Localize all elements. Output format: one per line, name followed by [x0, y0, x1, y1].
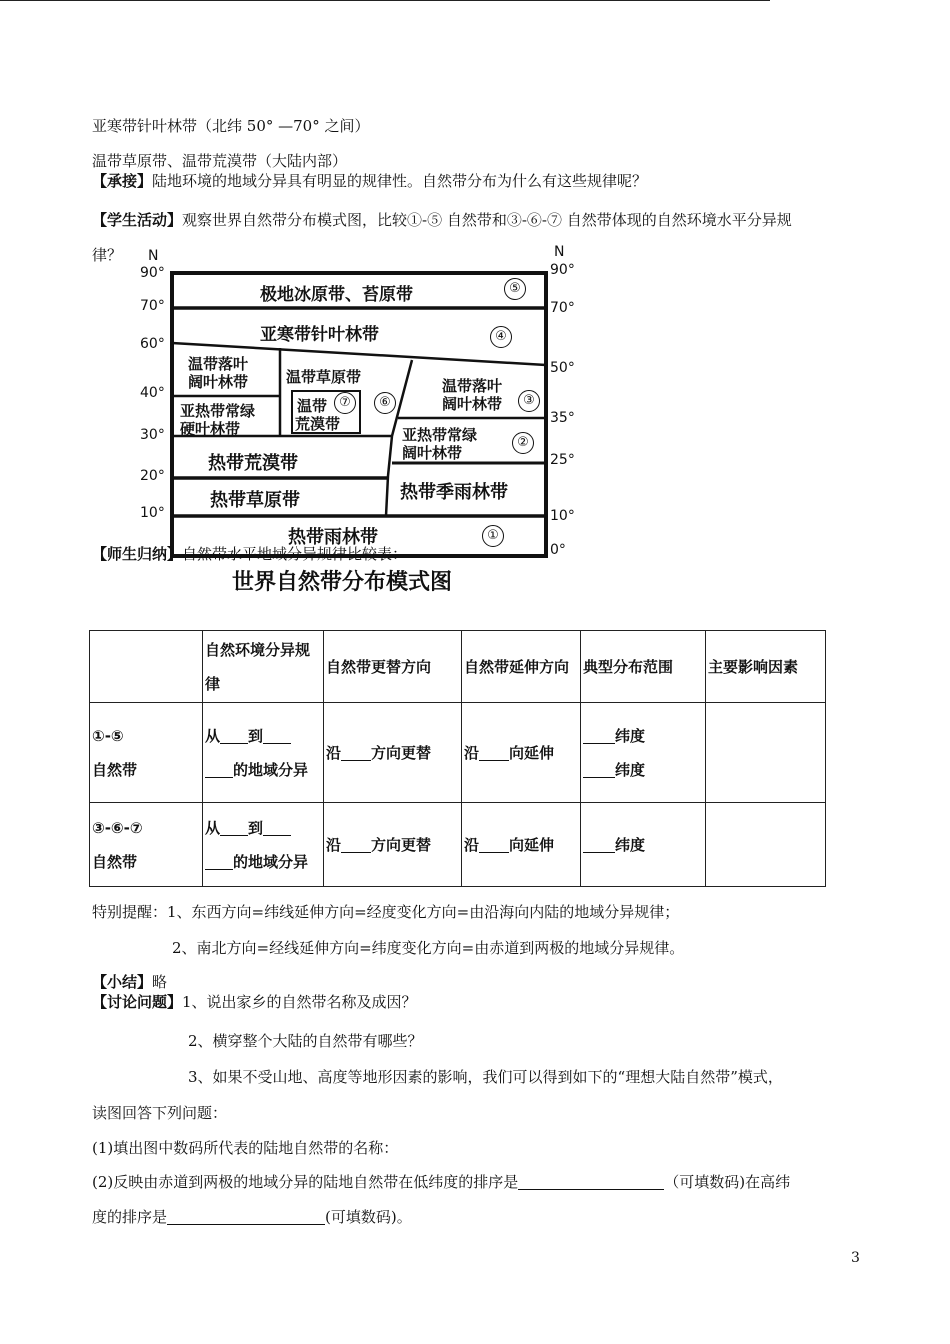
text: 陆地环境的地域分异具有明显的规律性。自然带分布为什么有这些规律呢？	[152, 172, 648, 190]
text: 纬度	[615, 835, 646, 854]
lat-left-10: 10°	[140, 505, 165, 521]
text: 略	[152, 973, 168, 991]
comparison-table	[89, 630, 826, 887]
lat-right-70: 70°	[550, 300, 575, 316]
question-line: 读图回答下列问题：	[92, 1104, 228, 1122]
zone-label: 硬叶林带	[180, 420, 241, 438]
cell	[462, 803, 581, 887]
zone-number: ③	[518, 390, 540, 412]
zone-label: 阔叶林带	[442, 395, 503, 413]
cell	[581, 703, 706, 803]
zone-label: 荒漠带	[295, 415, 341, 433]
zone-label: 热带草原带	[210, 490, 300, 511]
text: 的地域分异	[233, 852, 309, 871]
lat-right-50: 50°	[550, 360, 575, 376]
text: (2)反映由赤道到两极的地域分异的陆地自然带在低纬度的排序是	[92, 1173, 519, 1191]
table-row	[90, 703, 826, 803]
zone-label: 温带落叶	[188, 355, 249, 373]
fill-line	[583, 719, 703, 753]
row-label-b: 自然带	[92, 852, 138, 871]
zone-label: 热带雨林带	[288, 527, 378, 548]
row-label	[90, 703, 203, 803]
zone-label: 亚热带常绿	[180, 402, 256, 420]
header-rule	[0, 0, 770, 1]
blank	[341, 836, 371, 853]
tag: 【讨论问题】	[92, 993, 183, 1011]
text: 从	[205, 726, 221, 745]
text: （可填数码)在高纬	[664, 1173, 791, 1191]
zone-number: ⑥	[374, 392, 396, 414]
zone-label: 亚热带常绿	[402, 426, 478, 444]
question-line: 2、横穿整个大陆的自然带有哪些？	[188, 1032, 423, 1050]
answer-blank[interactable]	[167, 1208, 325, 1225]
text: 自然带水平地域分异规律比较表：	[182, 545, 408, 563]
text: (可填数码)。	[325, 1208, 412, 1226]
row-label-a: ①-⑤	[92, 726, 124, 745]
header-cell: 主要影响因素	[706, 631, 826, 703]
question-line: (1)填出图中数码所代表的陆地自然带的名称：	[92, 1139, 399, 1157]
text: 1、说出家乡的自然带名称及成因？	[182, 993, 417, 1011]
text-line	[92, 210, 792, 230]
header-cell: 自然带更替方向	[324, 631, 462, 703]
note-line: 特别提醒：1、东西方向=纬线延伸方向=经度变化方向=由沿海向内陆的地域分异规律；	[92, 903, 680, 921]
tag: 【小结】	[92, 973, 153, 991]
row-label-b: 自然带	[92, 760, 138, 779]
blank	[583, 836, 615, 853]
cell	[324, 803, 462, 887]
fill-line	[583, 753, 703, 787]
zone-number: ⑤	[504, 278, 526, 300]
page-number: 3	[851, 1250, 860, 1266]
text: 纬度	[615, 726, 646, 745]
fill-line	[205, 845, 321, 879]
fill-line	[205, 719, 321, 753]
text-line: 亚寒带针叶林带（北纬 50° —70° 之间）	[92, 117, 370, 135]
cell	[203, 703, 324, 803]
lat-right-10: 10°	[550, 508, 575, 524]
text-line	[92, 544, 407, 564]
header-cell	[203, 631, 324, 703]
blank	[479, 836, 509, 853]
tag: 【承接】	[92, 172, 153, 190]
blank	[263, 727, 291, 744]
cell	[706, 703, 826, 803]
natural-zone-diagram	[130, 240, 600, 560]
answer-blank[interactable]	[518, 1173, 664, 1190]
header-text: 自然环境分异规律	[205, 640, 311, 693]
blank	[479, 744, 509, 761]
text: 方向更替	[371, 743, 432, 762]
text: 的地域分异	[233, 760, 309, 779]
tag: 【师生归纳】	[92, 545, 183, 563]
blank	[583, 761, 615, 778]
zone-label: 亚寒带针叶林带	[260, 325, 379, 345]
blank	[220, 819, 248, 836]
cell	[203, 803, 324, 887]
text-line: 温带草原带、温带荒漠带（大陆内部）	[92, 152, 348, 170]
zone-label: 温带落叶	[442, 377, 503, 395]
zone-number: ④	[490, 326, 512, 348]
zone-number: ②	[512, 432, 534, 454]
text: 度的排序是	[92, 1208, 168, 1226]
text: 纬度	[615, 760, 646, 779]
zone-label: 阔叶林带	[188, 373, 249, 391]
question-line	[92, 1172, 790, 1192]
lat-right-35: 35°	[550, 410, 575, 426]
header-cell: 典型分布范围	[581, 631, 706, 703]
blank	[205, 853, 233, 870]
lat-right-0: 0°	[550, 542, 566, 558]
table-header-row	[90, 631, 826, 703]
north-label-right: N	[554, 244, 565, 260]
lat-left-20: 20°	[140, 468, 165, 484]
lat-left-40: 40°	[140, 385, 165, 401]
text: 方向更替	[371, 835, 432, 854]
figure-title: 世界自然带分布模式图	[232, 570, 453, 595]
zone-label: 阔叶林带	[402, 444, 463, 462]
zone-label: 热带季雨林带	[400, 482, 508, 503]
fill-line	[205, 811, 321, 845]
text: 沿	[326, 743, 342, 762]
zone-label: 极地冰原带、苔原带	[260, 285, 413, 305]
text: 从	[205, 818, 221, 837]
zone-number: ⑦	[334, 392, 356, 414]
lat-right-90: 90°	[550, 262, 575, 278]
fill-line	[205, 753, 321, 787]
zone-label: 温带草原带	[286, 368, 362, 386]
text: 观察世界自然带分布模式图，比较①-⑤ 自然带和③-⑥-⑦ 自然带体现的自然环境水平分异规	[182, 211, 792, 229]
north-label-left: N	[148, 248, 159, 264]
cell	[462, 703, 581, 803]
lat-left-90: 90°	[140, 265, 165, 281]
lat-right-25: 25°	[550, 452, 575, 468]
row-label-a: ③-⑥-⑦	[92, 818, 143, 837]
blank	[205, 761, 233, 778]
question-line	[92, 1207, 412, 1227]
cell	[581, 803, 706, 887]
text: 到	[248, 726, 264, 745]
blank	[583, 727, 615, 744]
tag: 【学生活动】	[92, 211, 183, 229]
zone-number: ①	[482, 525, 504, 547]
question-line: 3、如果不受山地、高度等地形因素的影响，我们可以得到如下的“理想大陆自然带”模式，	[188, 1068, 783, 1086]
discussion-line	[92, 992, 417, 1012]
header-cell	[90, 631, 203, 703]
zone-label: 热带荒漠带	[208, 453, 298, 474]
lat-left-70: 70°	[140, 298, 165, 314]
table-row	[90, 803, 826, 887]
text: 沿	[464, 743, 480, 762]
summary-line	[92, 972, 167, 992]
blank	[341, 744, 371, 761]
cell	[324, 703, 462, 803]
text: 沿	[464, 835, 480, 854]
text: 沿	[326, 835, 342, 854]
header-cell: 自然带延伸方向	[462, 631, 581, 703]
note-line: 2、南北方向=经线延伸方向=纬度变化方向=由赤道到两极的地域分异规律。	[172, 939, 685, 957]
blank	[220, 727, 248, 744]
text-line	[92, 171, 647, 191]
text: 向延伸	[509, 743, 555, 762]
text-line: 律？	[92, 246, 123, 264]
lat-left-60: 60°	[140, 336, 165, 352]
row-label	[90, 803, 203, 887]
text: 到	[248, 818, 264, 837]
lat-left-30: 30°	[140, 427, 165, 443]
text: 向延伸	[509, 835, 555, 854]
zone-label: 温带	[297, 397, 328, 415]
cell	[706, 803, 826, 887]
blank	[263, 819, 291, 836]
